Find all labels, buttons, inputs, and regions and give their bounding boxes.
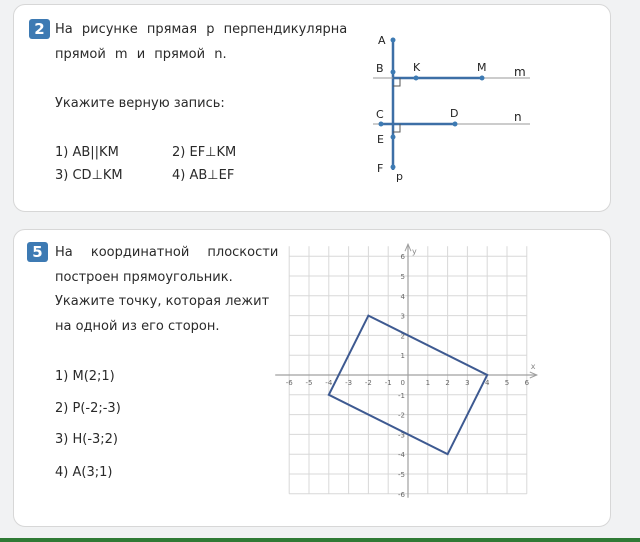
label-p-line: p bbox=[396, 170, 403, 183]
label-a: A bbox=[378, 34, 386, 47]
label-d: D bbox=[450, 107, 459, 120]
x-tick-label: 4 bbox=[484, 379, 490, 387]
y-tick-label: 6 bbox=[400, 253, 405, 262]
y-tick-label: 1 bbox=[400, 352, 405, 361]
task-number-badge: 5 bbox=[27, 242, 48, 262]
answer-option-2: 2) EF⊥KM bbox=[172, 145, 237, 160]
y-tick-label: -4 bbox=[398, 451, 405, 460]
task-number-badge: 2 bbox=[29, 19, 50, 39]
origin-label: 0 bbox=[400, 379, 405, 387]
x-tick-label: -3 bbox=[345, 379, 353, 387]
x-tick-label: 2 bbox=[445, 379, 450, 387]
answer-option-4: 4) A(3;1) bbox=[55, 465, 113, 480]
y-tick-label: -1 bbox=[398, 391, 405, 400]
answer-option-3: 3) CD⊥KM bbox=[55, 168, 123, 183]
y-tick-label: 5 bbox=[400, 273, 405, 281]
x-tick-label: -4 bbox=[325, 379, 333, 387]
task-5-text-line4: на одной из его сторон. bbox=[55, 319, 220, 334]
x-tick-label: 5 bbox=[504, 379, 510, 387]
x-tick-label: -1 bbox=[384, 379, 392, 387]
answer-option-1: 1) M(2;1) bbox=[55, 369, 115, 384]
y-tick-label: 4 bbox=[400, 292, 405, 301]
label-m-point: M bbox=[477, 61, 487, 74]
y-tick-label: -2 bbox=[398, 411, 405, 420]
answer-option-3: 3) H(-3;2) bbox=[55, 432, 119, 447]
x-tick-label: 3 bbox=[465, 379, 470, 387]
label-e: E bbox=[377, 133, 384, 146]
x-axis-label: x bbox=[530, 362, 536, 371]
label-m-line: m bbox=[514, 65, 526, 79]
label-k: K bbox=[413, 61, 421, 74]
task-5-text-line3: Укажите точку, которая лежит bbox=[55, 294, 270, 309]
x-tick-label: -6 bbox=[285, 379, 293, 387]
task-5-text-line1: На координатной плоскости bbox=[55, 245, 279, 260]
y-axis-label: y bbox=[412, 247, 417, 257]
label-f: F bbox=[377, 162, 384, 175]
y-tick-label: -5 bbox=[398, 471, 405, 479]
y-tick-label: 2 bbox=[400, 332, 405, 341]
x-tick-label: 6 bbox=[524, 379, 530, 387]
label-c: C bbox=[376, 108, 384, 121]
bottom-divider bbox=[0, 538, 640, 542]
task-5-text-line2: построен прямоугольник. bbox=[55, 270, 233, 285]
label-b: B bbox=[376, 62, 384, 75]
y-tick-label: -3 bbox=[398, 431, 405, 440]
x-tick-label: -2 bbox=[364, 379, 372, 387]
x-tick-label: -5 bbox=[305, 379, 313, 387]
task-2-text-line1: На рисунке прямая р перпендикулярна bbox=[55, 22, 348, 37]
x-tick-label: 1 bbox=[425, 379, 431, 387]
label-n-line: n bbox=[514, 110, 522, 124]
y-tick-label: 3 bbox=[400, 312, 405, 321]
task-2-text-line2: прямой m и прямой n. bbox=[55, 47, 227, 62]
y-tick-label: -6 bbox=[398, 490, 405, 499]
answer-option-2: 2) P(-2;-3) bbox=[55, 401, 121, 416]
task-2-question: Укажите верную запись: bbox=[55, 96, 225, 111]
answer-option-1: 1) AB||KM bbox=[55, 145, 119, 160]
axes bbox=[275, 244, 537, 498]
answer-option-4: 4) AB⊥EF bbox=[172, 168, 235, 183]
